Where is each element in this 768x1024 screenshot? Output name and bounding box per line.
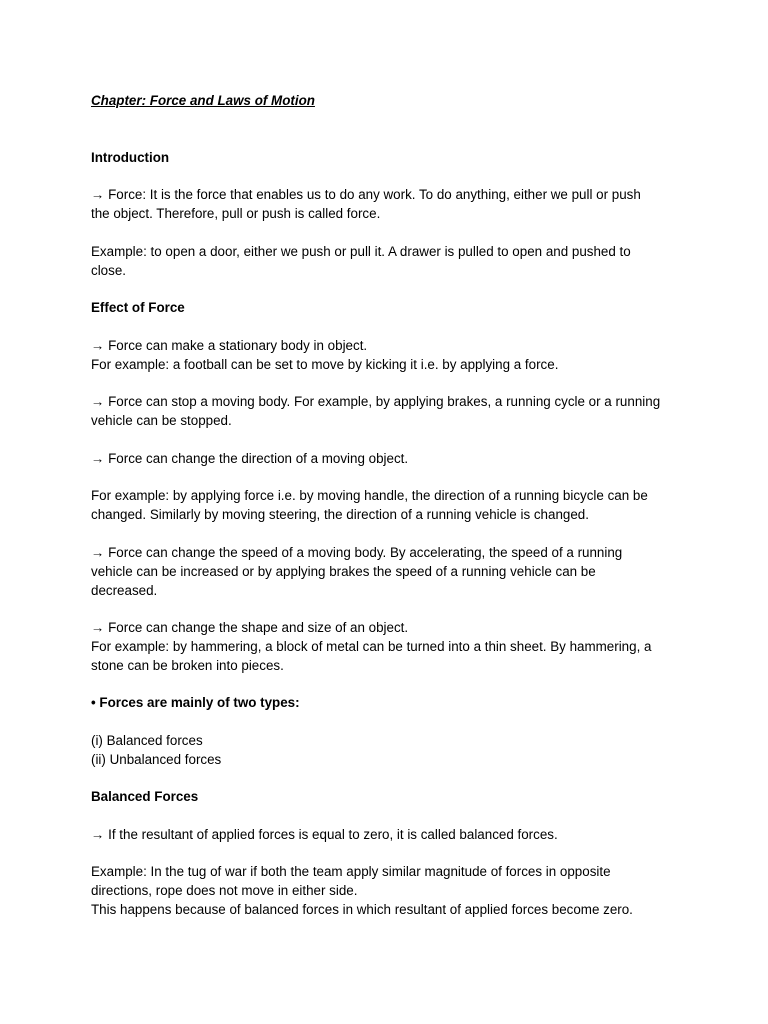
balanced-p1-line-1: → If the resultant of applied forces is equal to zero, it is called balanced forces. <box>91 827 558 842</box>
effect-p2-line-1: → Force can stop a moving body. For example, by applying brakes, a running cycle or a running <box>91 394 661 409</box>
effect-p5-line-1: → Force can change the speed of a moving body. By accelerating, the speed of a running <box>91 545 623 560</box>
force-type-item: (i) Balanced forces <box>91 733 203 748</box>
force-definition-line-2: the object. Therefore, pull or push is called force. <box>91 206 381 221</box>
force-definition-line-1: → Force: It is the force that enables us to do any work. To do anything, either we pull or push <box>91 187 641 202</box>
heading-force-types: • Forces are mainly of two types: <box>91 695 300 710</box>
effect-p1-line-1: → Force can make a stationary body in object. <box>91 338 368 353</box>
balanced-p2-line-1: Example: In the tug of war if both the team apply similar magnitude of forces in opposite <box>91 864 611 879</box>
chapter-title: Chapter: Force and Laws of Motion <box>91 93 315 108</box>
effect-p6-line-3: stone can be broken into pieces. <box>91 658 284 673</box>
heading-balanced-forces: Balanced Forces <box>91 789 199 804</box>
effect-p4-line-2: changed. Similarly by moving steering, the direction of a running vehicle is changed. <box>91 507 589 522</box>
effect-p5-line-3: decreased. <box>91 583 158 598</box>
effect-p3-line-1: → Force can change the direction of a moving object. <box>91 451 409 466</box>
intro-example-line-2: close. <box>91 263 126 278</box>
intro-example-line-1: Example: to open a door, either we push or pull it. A drawer is pulled to open and pushed to <box>91 244 631 259</box>
effect-p4-line-1: For example: by applying force i.e. by moving handle, the direction of a running bicycle can be <box>91 488 648 503</box>
heading-effect-of-force: Effect of Force <box>91 300 185 315</box>
balanced-p2-line-3: This happens because of balanced forces in which resultant of applied forces become zero. <box>91 902 633 917</box>
heading-introduction: Introduction <box>91 150 170 165</box>
effect-p6-line-1: → Force can change the shape and size of an object. <box>91 620 409 635</box>
force-type-item: (ii) Unbalanced forces <box>91 752 222 767</box>
effect-p2-line-2: vehicle can be stopped. <box>91 413 232 428</box>
effect-p1-line-2: For example: a football can be set to move by kicking it i.e. by applying a force. <box>91 357 559 372</box>
balanced-p2-line-2: directions, rope does not move in either side. <box>91 883 358 898</box>
effect-p6-line-2: For example: by hammering, a block of metal can be turned into a thin sheet. By hammering, a <box>91 639 652 654</box>
effect-p5-line-2: vehicle can be increased or by applying brakes the speed of a running vehicle can be <box>91 564 596 579</box>
